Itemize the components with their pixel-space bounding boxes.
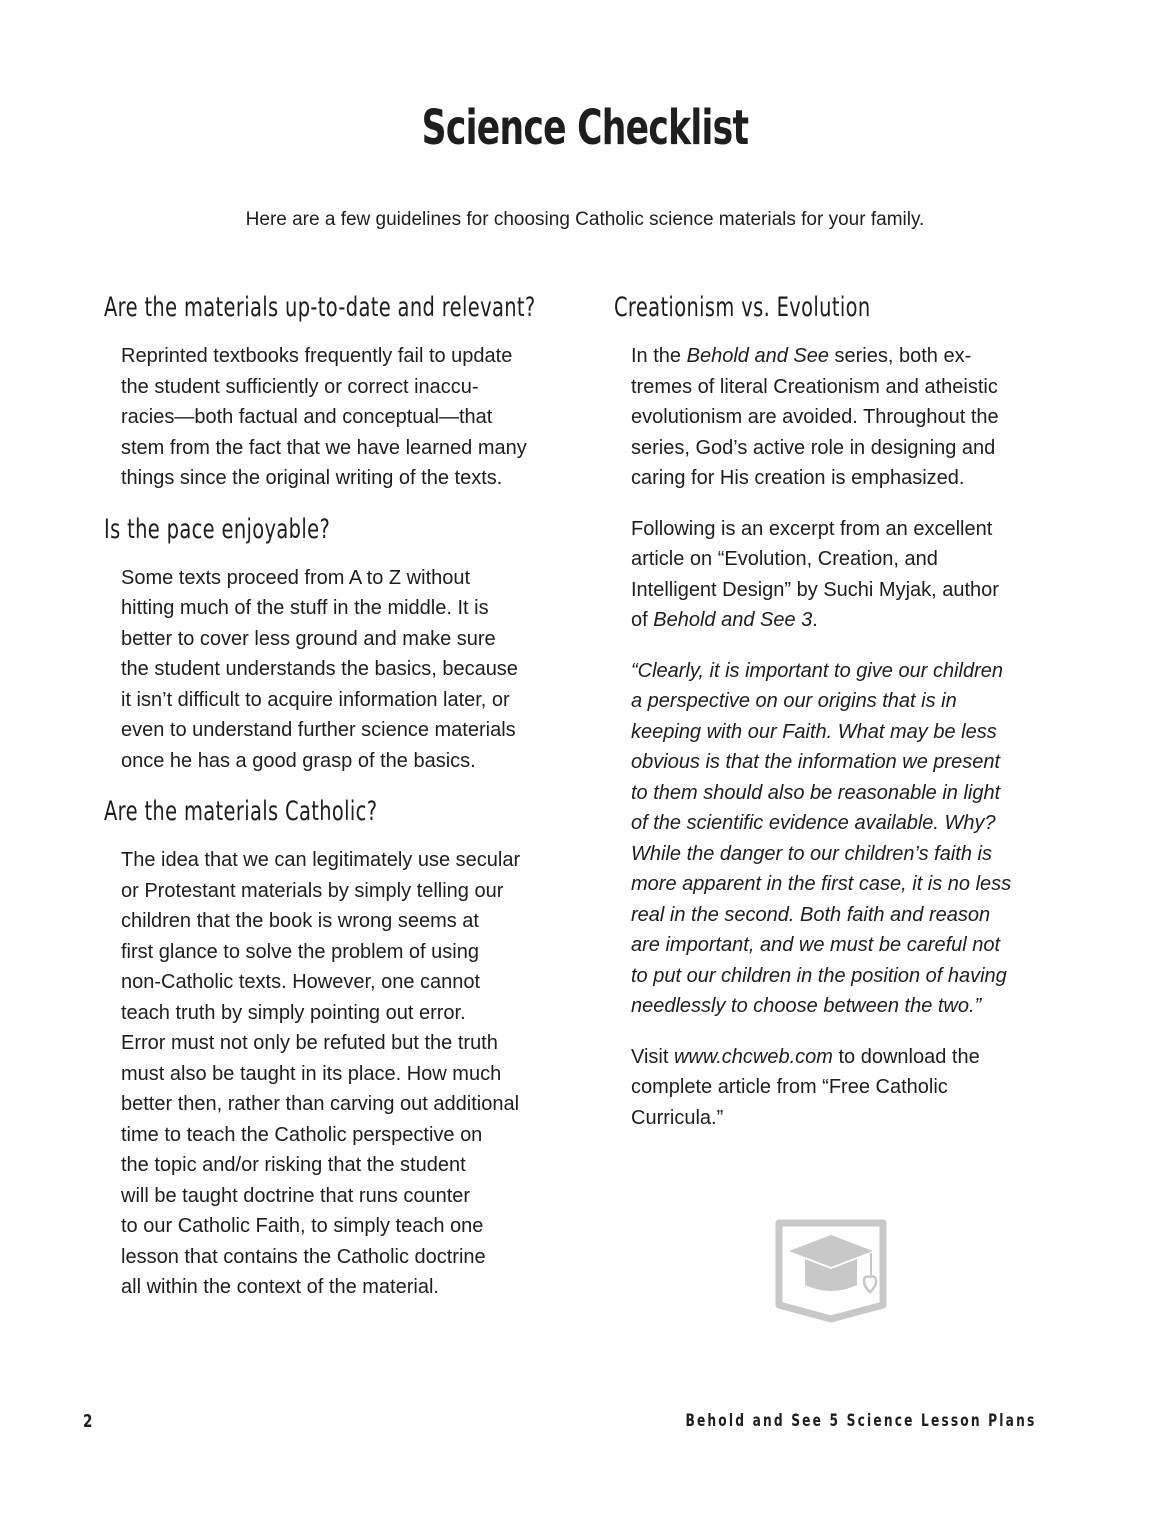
text-line: article on “Evolution, Creation, and — [631, 548, 938, 570]
visit-paragraph — [631, 1042, 1051, 1134]
text-line: to our Catholic Faith, to simply teach one — [121, 1215, 484, 1237]
website-link[interactable]: www.chcweb.com — [673, 1045, 833, 1068]
book-title: Behold and See 3 — [653, 609, 813, 631]
text-line: first glance to solve the problem of using — [121, 940, 479, 963]
section-heading: Is the pace enjoyable? — [104, 513, 331, 545]
text-line: things since the original writing of the texts. — [121, 467, 503, 489]
text-line: once he has a good grasp of the basics. — [121, 749, 476, 772]
text-run: In the — [631, 345, 687, 367]
text-line: evolutionism are avoided. Throughout the — [631, 406, 999, 428]
text-line — [631, 1042, 1051, 1073]
text-line — [631, 605, 1051, 636]
text-line: to put our children in the position of having — [631, 964, 1007, 987]
creationism-paragraph — [631, 341, 1051, 494]
text-line: hitting much of the stuff in the middle. It is — [121, 597, 489, 619]
text-line: the student sufficiently or correct inaccu- — [121, 375, 479, 398]
section-paragraph — [121, 845, 581, 1303]
text-line: non-Catholic texts. However, one cannot — [121, 971, 481, 993]
section-up-to-date — [104, 292, 584, 494]
page-number: 2 — [83, 1411, 93, 1432]
section-heading: Are the materials Catholic? — [104, 796, 378, 827]
text-line: children that the book is wrong seems at — [121, 910, 479, 932]
text-line: series, God’s active role in designing and — [631, 436, 996, 459]
series-title: Behold and See — [686, 345, 829, 367]
text-line: The idea that we can legitimately use secular — [121, 849, 521, 871]
text-line: better then, rather than carving out additional — [121, 1093, 520, 1115]
text-line: complete article from “Free Catholic — [631, 1076, 948, 1098]
text-line: Reprinted textbooks frequently fail to update — [121, 345, 513, 367]
text-line: teach truth by simply pointing out error. — [121, 1001, 466, 1024]
text-line: the student understands the basics, because — [121, 658, 518, 680]
section-paragraph — [121, 341, 581, 494]
text-line: Curricula.” — [631, 1106, 724, 1129]
text-line: Following is an excerpt from an excellent — [631, 517, 993, 540]
text-line: real in the second. Both faith and reason — [631, 903, 991, 926]
text-line: will be taught doctrine that runs counter — [121, 1184, 471, 1207]
section-paragraph — [121, 563, 581, 777]
text-line: Error must not only be refuted but the truth — [121, 1032, 498, 1054]
footer-book-title: Behold and See 5 Science Lesson Plans — [685, 1411, 1036, 1431]
text-line: time to teach the Catholic perspective on — [121, 1123, 483, 1146]
text-line: of the scientific evidence available. Why? — [631, 812, 996, 834]
quote-paragraph — [631, 656, 1051, 1022]
left-column — [104, 292, 584, 1323]
text-line: must also be taught in its place. How much — [121, 1062, 502, 1085]
section-catholic — [104, 796, 584, 1303]
text-line: more apparent in the first case, it is no less — [631, 873, 1012, 895]
text-line: lesson that contains the Catholic doctrine — [121, 1245, 486, 1268]
text-line: While the danger to our children’s faith is — [631, 842, 992, 865]
text-line: to them should also be reasonable in light — [631, 781, 1001, 804]
text-line: even to understand further science materials — [121, 719, 516, 741]
right-column — [614, 292, 1064, 1153]
text-line: all within the context of the material. — [121, 1276, 439, 1298]
text-line: better to cover less ground and make sure — [121, 627, 496, 650]
text-line: needlessly to choose between the two.” — [631, 995, 982, 1017]
text-line: racies—both factual and conceptual—that — [121, 406, 493, 428]
text-line: a perspective on our origins that is in — [631, 690, 957, 712]
section-heading: Are the materials up-to-date and relevant? — [104, 292, 536, 323]
text-run: Visit — [631, 1045, 674, 1068]
text-run: series, both ex- — [828, 345, 972, 367]
text-line: the topic and/or risking that the student — [121, 1154, 466, 1176]
text-line: Some texts proceed from A to Z without — [121, 566, 471, 589]
text-line: caring for His creation is emphasized. — [631, 467, 965, 489]
text-line: it isn’t difficult to acquire information later, or — [121, 688, 510, 711]
text-line: keeping with our Faith. What may be less — [631, 720, 997, 743]
text-line: stem from the fact that we have learned many — [121, 436, 527, 459]
section-heading: Creationism vs. Evolution — [614, 292, 871, 323]
graduation-cap-logo-icon — [773, 1213, 889, 1323]
text-line: tremes of literal Creationism and atheistic — [631, 375, 998, 398]
text-line: obvious is that the information we present — [631, 751, 1001, 773]
text-line: “Clearly, it is important to give our children — [631, 659, 1003, 682]
text-line: or Protestant materials by simply telling our — [121, 879, 504, 902]
excerpt-intro-paragraph — [631, 514, 1051, 636]
text-run: of — [631, 609, 654, 631]
text-run: to download the — [832, 1045, 980, 1068]
text-line: Intelligent Design” by Suchi Myjak, author — [631, 578, 999, 601]
page-title: Science Checklist — [421, 100, 749, 156]
text-run: . — [812, 609, 818, 631]
section-pace — [104, 514, 584, 777]
intro-text: Here are a few guidelines for choosing Catholic science materials for your family. — [245, 209, 925, 230]
text-line — [631, 341, 1051, 372]
text-line: are important, and we must be careful not — [631, 934, 1001, 956]
